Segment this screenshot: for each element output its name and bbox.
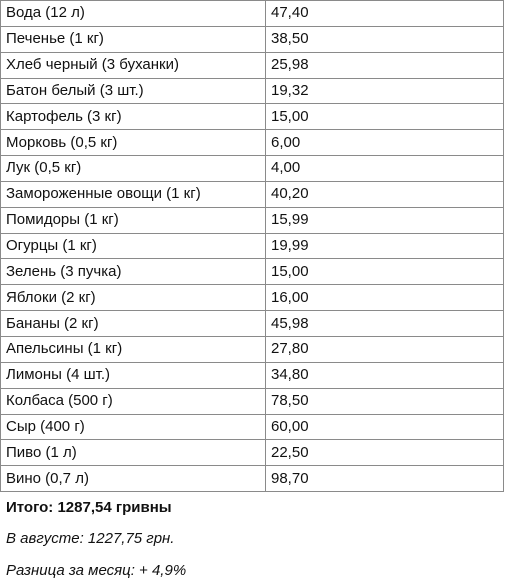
item-name-cell: Колбаса (500 г) bbox=[1, 388, 266, 414]
table-row bbox=[1, 233, 504, 259]
item-price-cell: 27,80 bbox=[266, 336, 504, 362]
item-price-cell: 34,80 bbox=[266, 362, 504, 388]
item-price-cell: 25,98 bbox=[266, 52, 504, 78]
item-price-cell: 60,00 bbox=[266, 414, 504, 440]
price-table-body bbox=[1, 1, 504, 492]
item-name-cell: Яблоки (2 кг) bbox=[1, 285, 266, 311]
table-row bbox=[1, 259, 504, 285]
monthly-difference: Разница за месяц: + 4,9% bbox=[6, 562, 187, 579]
item-price-cell: 19,32 bbox=[266, 78, 504, 104]
table-row bbox=[1, 156, 504, 182]
item-name-cell: Лимоны (4 шт.) bbox=[1, 362, 266, 388]
item-price-cell: 47,40 bbox=[266, 1, 504, 27]
table-row bbox=[1, 388, 504, 414]
item-price-cell: 15,99 bbox=[266, 207, 504, 233]
item-name-cell: Апельсины (1 кг) bbox=[1, 336, 266, 362]
item-price-cell: 78,50 bbox=[266, 388, 504, 414]
item-name-cell: Зелень (3 пучка) bbox=[1, 259, 266, 285]
item-name-cell: Замороженные овощи (1 кг) bbox=[1, 181, 266, 207]
item-price-cell: 45,98 bbox=[266, 311, 504, 337]
item-name-cell: Пиво (1 л) bbox=[1, 440, 266, 466]
table-row bbox=[1, 104, 504, 130]
table-row bbox=[1, 78, 504, 104]
table-row bbox=[1, 26, 504, 52]
item-price-cell: 38,50 bbox=[266, 26, 504, 52]
august-comparison: В августе: 1227,75 грн. bbox=[6, 530, 175, 547]
item-name-cell: Сыр (400 г) bbox=[1, 414, 266, 440]
item-name-cell: Вода (12 л) bbox=[1, 1, 266, 27]
item-name-cell: Печенье (1 кг) bbox=[1, 26, 266, 52]
item-price-cell: 16,00 bbox=[266, 285, 504, 311]
table-row bbox=[1, 52, 504, 78]
item-name-cell: Хлеб черный (3 буханки) bbox=[1, 52, 266, 78]
table-row bbox=[1, 336, 504, 362]
item-price-cell: 15,00 bbox=[266, 104, 504, 130]
table-row bbox=[1, 1, 504, 27]
item-price-cell: 98,70 bbox=[266, 466, 504, 492]
item-price-cell: 4,00 bbox=[266, 156, 504, 182]
item-name-cell: Бананы (2 кг) bbox=[1, 311, 266, 337]
item-price-cell: 40,20 bbox=[266, 181, 504, 207]
table-row bbox=[1, 181, 504, 207]
item-name-cell: Лук (0,5 кг) bbox=[1, 156, 266, 182]
table-row bbox=[1, 207, 504, 233]
item-price-cell: 22,50 bbox=[266, 440, 504, 466]
table-row bbox=[1, 440, 504, 466]
table-row bbox=[1, 414, 504, 440]
total-line: Итого: 1287,54 гривны bbox=[6, 499, 172, 516]
table-row bbox=[1, 311, 504, 337]
item-price-cell: 19,99 bbox=[266, 233, 504, 259]
table-row bbox=[1, 130, 504, 156]
table-row bbox=[1, 285, 504, 311]
item-name-cell: Огурцы (1 кг) bbox=[1, 233, 266, 259]
item-name-cell: Помидоры (1 кг) bbox=[1, 207, 266, 233]
item-name-cell: Картофель (3 кг) bbox=[1, 104, 266, 130]
item-name-cell: Вино (0,7 л) bbox=[1, 466, 266, 492]
table-row bbox=[1, 362, 504, 388]
item-name-cell: Батон белый (3 шт.) bbox=[1, 78, 266, 104]
item-price-cell: 6,00 bbox=[266, 130, 504, 156]
item-name-cell: Морковь (0,5 кг) bbox=[1, 130, 266, 156]
item-price-cell: 15,00 bbox=[266, 259, 504, 285]
table-row bbox=[1, 466, 504, 492]
